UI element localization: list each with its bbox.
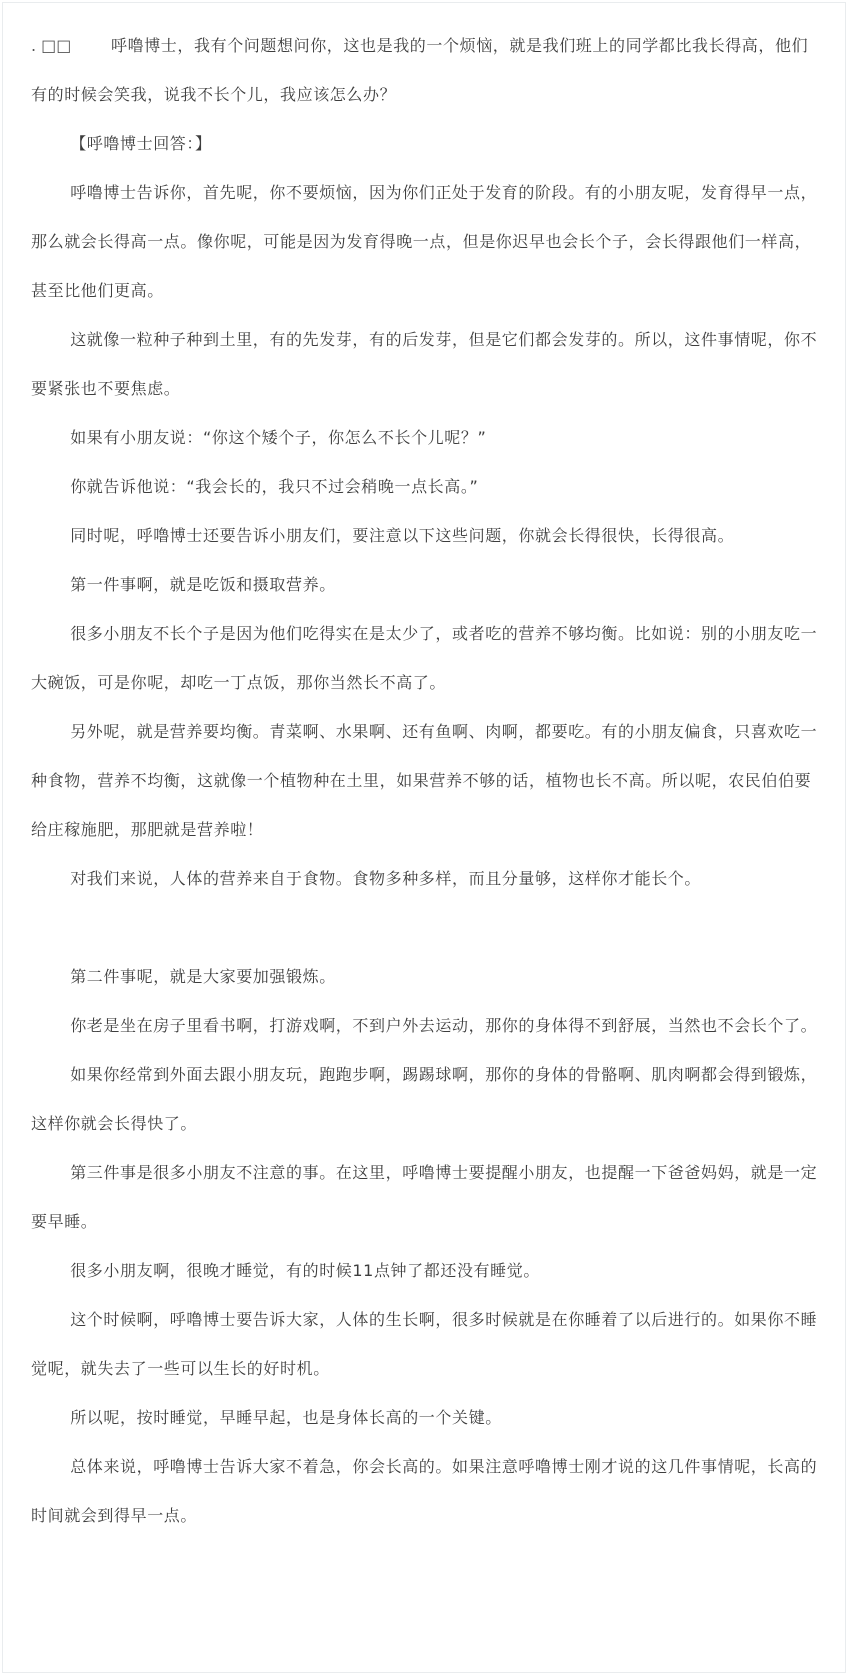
paragraph: 这就像一粒种子种到土里，有的先发芽，有的后发芽，但是它们都会发芽的。所以，这件事情呢，你不要紧张也不要焦虑。 [31, 330, 818, 398]
paragraph: 很多小朋友啊，很晚才睡觉，有的时候11点钟了都还没有睡觉。 [70, 1261, 540, 1280]
article-page [2, 2, 846, 1673]
paragraph: 第二件事呢，就是大家要加强锻炼。 [70, 967, 336, 986]
paragraph: 第三件事是很多小朋友不注意的事。在这里，呼噜博士要提醒小朋友，也提醒一下爸爸妈妈，就是一定要早睡。 [31, 1163, 818, 1231]
paragraph: 呼噜博士告诉你，首先呢，你不要烦恼，因为你们正处于发育的阶段。有的小朋友呢，发育得早一点，那么就会长得高一点。像你呢，可能是因为发育得晚一点，但是你迟早也会长个子，会长得跟他们一样高，甚至比他们更高。 [31, 183, 818, 300]
paragraph: 你就告诉他说：“我会长的，我只不过会稍晚一点长高。” [70, 477, 479, 496]
paragraph: 对我们来说，人体的营养来自于食物。食物多种多样，而且分量够，这样你才能长个。 [70, 869, 701, 888]
paragraph: 如果你经常到外面去跟小朋友玩，跑跑步啊，踢踢球啊，那你的身体的骨骼啊、肌肉啊都会得到锻炼，这样你就会长得快了。 [31, 1065, 818, 1133]
paragraph: 你老是坐在房子里看书啊，打游戏啊，不到户外去运动，那你的身体得不到舒展，当然也不会长个了。 [70, 1016, 818, 1035]
blank-line [31, 903, 821, 952]
question-paragraph [31, 21, 821, 119]
article-body [31, 21, 821, 1540]
paragraph: 同时呢，呼噜博士还要告诉小朋友们，要注意以下这些问题，你就会长得很快，长得很高。 [70, 526, 735, 545]
paragraph: 这个时候啊，呼噜博士要告诉大家，人体的生长啊，很多时候就是在你睡着了以后进行的。如果你不睡觉呢，就失去了一些可以生长的好时机。 [31, 1310, 818, 1378]
paragraph: 所以呢，按时睡觉，早睡早起，也是身体长高的一个关键。 [70, 1408, 502, 1427]
paragraph: 很多小朋友不长个子是因为他们吃得实在是太少了，或者吃的营养不够均衡。比如说：别的小朋友吃一大碗饭，可是你呢，却吃一丁点饭，那你当然长不高了。 [31, 624, 818, 692]
paragraph: 总体来说，呼噜博士告诉大家不着急，你会长高的。如果注意呼噜博士刚才说的这几件事情呢，长高的时间就会到得早一点。 [31, 1457, 818, 1525]
paragraph: 另外呢，就是营养要均衡。青菜啊、水果啊、还有鱼啊、肉啊，都要吃。有的小朋友偏食，只喜欢吃一种食物，营养不均衡，这就像一个植物种在土里，如果营养不够的话，植物也长不高。所以呢，农民伯伯要给庄稼施肥，那肥就是营养啦！ [31, 722, 818, 839]
question-text: 呼噜博士，我有个问题想问你，这也是我的一个烦恼，就是我们班上的同学都比我长得高，他们有的时候会笑我，说我不长个儿，我应该怎么办？ [31, 36, 809, 104]
paragraph: 如果有小朋友说：“你这个矮个子，你怎么不长个儿呢？” [70, 428, 487, 447]
unrendered-glyph-marker: . □□ [31, 36, 72, 55]
paragraph: 第一件事啊，就是吃饭和摄取营养。 [70, 575, 336, 594]
answer-heading: 【呼噜博士回答：】 [70, 134, 212, 153]
